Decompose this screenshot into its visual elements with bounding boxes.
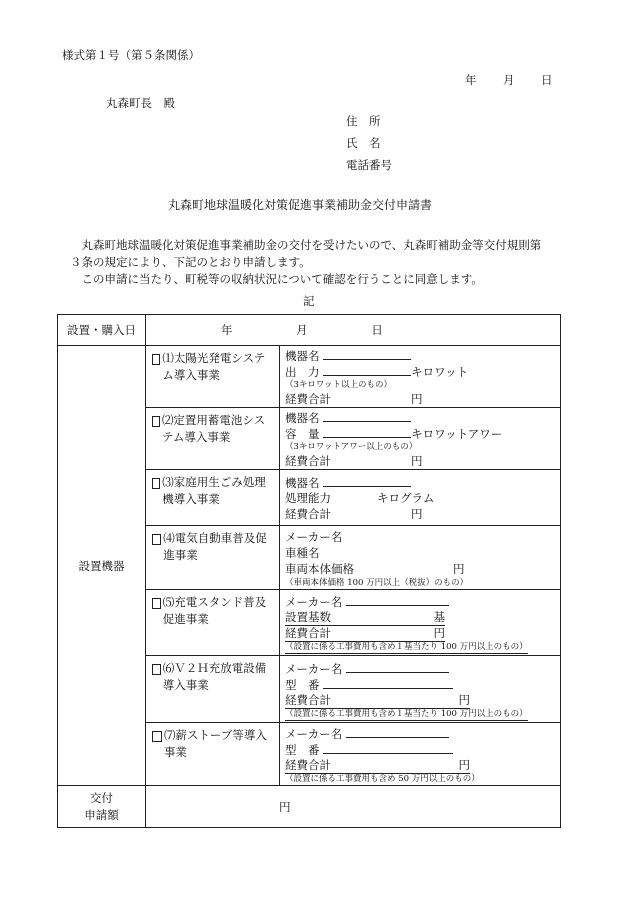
item-5-cost-label: 経費合計: [285, 626, 331, 640]
item-3-label: ⑶家庭用生ごみ処理機導入事業: [162, 475, 266, 506]
amount-label: [58, 786, 146, 828]
item-7-checkbox[interactable]: [152, 731, 162, 742]
item-7-label: ⑺薪ストーブ等導入事業: [163, 728, 267, 759]
item-4-note: （車両本体価格 100 万円以上（税抜）のもの）: [285, 578, 469, 588]
item-3[interactable]: [146, 470, 280, 526]
install-date-year: 年: [221, 323, 233, 337]
item-3-details: [280, 470, 561, 526]
item-1-details: [280, 346, 561, 408]
item-1-model-label: 機器名: [285, 349, 320, 363]
item-4[interactable]: [146, 526, 280, 590]
item-6-maker-input[interactable]: [346, 660, 449, 673]
item-5-note: （設置に係る工事費用も含め１基当たり 100 万円以上のもの）: [285, 642, 528, 652]
item-6-type-label: 型 番: [285, 678, 320, 692]
item-7-maker-label: メーカー名: [285, 727, 343, 741]
item-3-yen: 円: [411, 507, 423, 521]
item-7[interactable]: [146, 723, 280, 786]
item-6-details: [280, 656, 561, 723]
item-2-checkbox[interactable]: [152, 416, 160, 427]
item-7-maker-input[interactable]: [346, 725, 449, 738]
applicant-phone: 電話番号: [346, 158, 392, 172]
item-6-maker-label: メーカー名: [285, 662, 343, 676]
item-4-checkbox[interactable]: [152, 534, 161, 545]
date-year: 年: [465, 73, 477, 87]
item-3-model-label: 機器名: [285, 476, 320, 490]
amount-label-line-1: 交付: [90, 790, 113, 805]
item-3-cost-label: 経費合計: [285, 507, 331, 521]
item-7-type-label: 型 番: [285, 743, 320, 757]
item-7-note: （設置に係る工事費用も含め 50 万円以上のもの）: [285, 774, 480, 784]
item-4-maker-label: メーカー名: [285, 530, 343, 544]
install-date-label: 設置・購入日: [58, 315, 146, 346]
item-5-count-label: 設置基数: [285, 610, 331, 624]
item-3-checkbox[interactable]: [152, 478, 160, 489]
item-2-cost-label: 経費合計: [285, 454, 331, 468]
item-4-car-label: 車種名: [285, 546, 320, 560]
item-4-details: [280, 526, 561, 590]
item-6-yen: 円: [458, 693, 470, 707]
body-paragraph-1: 丸森町地球温暖化対策促進事業補助金の交付を受けたいので、丸森町補助金等交付規則第３条の規定により、下記のとおり申請します。: [70, 238, 542, 269]
install-date-field[interactable]: [146, 315, 561, 346]
item-5-count-unit: 基: [433, 610, 445, 624]
applicant-name: 氏 名: [346, 136, 381, 150]
body-paragraph-2: この申請に当たり、町税等の収納状況について確認を行うことに同意します。: [81, 272, 483, 286]
item-6-checkbox[interactable]: [152, 664, 161, 675]
item-2-details: [280, 408, 561, 470]
item-2-capacity-label: 容 量: [285, 427, 320, 441]
item-5-maker-label: メーカー名: [285, 595, 343, 609]
amount-field[interactable]: [146, 786, 561, 828]
item-1-output-input[interactable]: [323, 363, 411, 376]
item-5-checkbox[interactable]: [152, 598, 161, 609]
item-5-yen: 円: [433, 626, 445, 640]
item-1[interactable]: [146, 346, 280, 408]
item-6[interactable]: [146, 656, 280, 723]
item-6-cost-label: 経費合計: [285, 693, 331, 707]
item-1-checkbox[interactable]: [152, 354, 160, 365]
item-2-yen: 円: [411, 454, 423, 468]
item-2-model-label: 機器名: [285, 411, 320, 425]
install-date-day: 日: [371, 323, 383, 337]
item-1-label: ⑴太陽光発電システム導入事業: [162, 351, 266, 382]
item-7-yen: 円: [458, 758, 470, 772]
date-month: 月: [503, 73, 515, 87]
item-3-capacity-unit: キログラム: [377, 491, 435, 505]
application-table: [57, 314, 561, 828]
item-7-cost-label: 経費合計: [285, 758, 331, 772]
item-1-cost-label: 経費合計: [285, 392, 331, 406]
item-1-output-label: 出 力: [285, 365, 320, 379]
item-1-model-input[interactable]: [323, 347, 411, 360]
item-5-label: ⑸充電スタンド普及促進事業: [162, 595, 267, 626]
item-3-capacity-label: 処理能力: [285, 491, 331, 505]
date-day: 日: [541, 73, 553, 87]
item-2-label: ⑵定置用蓄電池システム導入事業: [161, 413, 266, 444]
item-4-label: ⑷電気自動車普及促進事業: [163, 531, 267, 562]
item-4-price-label: 車両本体価格: [285, 562, 354, 576]
addressee: 丸森町長 殿: [106, 96, 175, 110]
amount-yen: 円: [279, 799, 291, 814]
amount-label-line-2: 申請額: [84, 807, 119, 822]
item-4-yen: 円: [453, 562, 465, 576]
item-3-model-input[interactable]: [323, 474, 411, 487]
item-1-note: （3キロワット以上のもの）: [285, 380, 392, 390]
ki-heading: 記: [303, 294, 315, 308]
document-title: 丸森町地球温暖化対策促進事業補助金交付申請書: [168, 198, 433, 212]
item-1-yen: 円: [411, 392, 423, 406]
applicant-address: 住 所: [346, 114, 381, 128]
item-2-capacity-unit: キロワットアワー: [411, 427, 503, 441]
item-2[interactable]: [146, 408, 280, 470]
item-6-label: ⑹Ｖ２Ｈ充放電設備導入事業: [162, 661, 267, 692]
item-5-maker-input[interactable]: [346, 593, 449, 606]
item-7-type-input[interactable]: [323, 741, 453, 754]
form-number: 様式第１号（第５条関係）: [62, 48, 200, 62]
item-6-type-input[interactable]: [323, 676, 453, 689]
item-5[interactable]: [146, 590, 280, 656]
item-2-capacity-input[interactable]: [323, 425, 411, 438]
equipment-label: 設置機器: [58, 346, 146, 786]
item-2-model-input[interactable]: [323, 409, 411, 422]
item-1-output-unit: キロワット: [411, 365, 469, 379]
item-6-note: （設置に係る工事費用も含め１基当たり 100 万円以上のもの）: [285, 709, 528, 719]
install-date-month: 月: [296, 323, 308, 337]
item-5-details: [280, 590, 561, 656]
item-2-note: （3キロワットアワー以上のもの）: [285, 442, 418, 452]
item-7-details: [280, 723, 561, 786]
